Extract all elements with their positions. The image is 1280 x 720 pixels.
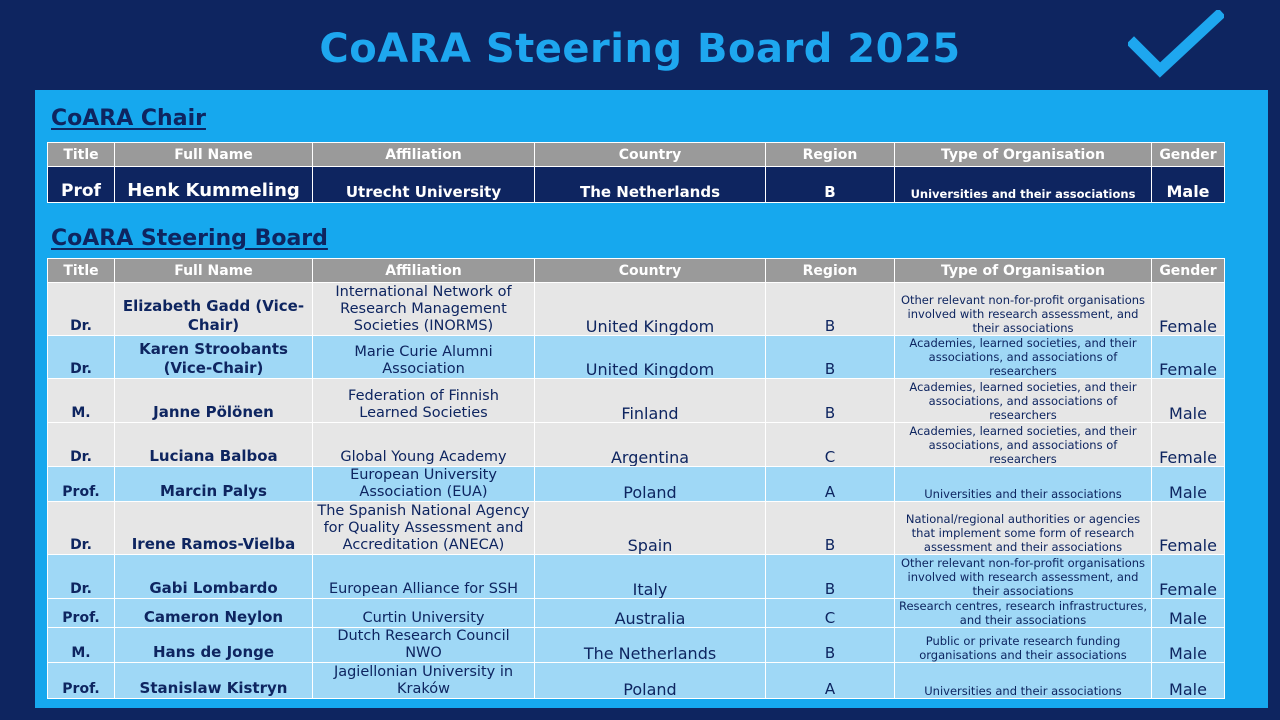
member-org-type: National/regional authorities or agencies that implement some form of research assessment and their associations xyxy=(895,502,1152,555)
member-country: Poland xyxy=(535,663,766,699)
member-gender: Female xyxy=(1152,336,1225,379)
member-country: Italy xyxy=(535,555,766,599)
column-header-type: Type of Organisation xyxy=(895,143,1152,167)
member-name: Janne Pölönen xyxy=(115,379,313,423)
board-header-row xyxy=(48,259,1225,283)
table-row xyxy=(48,283,1225,336)
chair-heading: CoARA Chair xyxy=(51,106,206,131)
member-gender: Female xyxy=(1152,423,1225,467)
column-header-region: Region xyxy=(766,143,895,167)
member-org-type: Academies, learned societies, and their associations, and associations of researchers xyxy=(895,423,1152,467)
member-country: Spain xyxy=(535,502,766,555)
page-title: CoARA Steering Board 2025 xyxy=(319,26,961,72)
table-row xyxy=(48,467,1225,502)
column-header-gender: Gender xyxy=(1152,143,1225,167)
member-affiliation: Curtin University xyxy=(313,599,535,628)
member-name: Karen Stroobants (Vice-Chair) xyxy=(115,336,313,379)
member-gender: Female xyxy=(1152,555,1225,599)
member-region: B xyxy=(766,283,895,336)
chair-affiliation: Utrecht University xyxy=(313,167,535,203)
table-row xyxy=(48,336,1225,379)
member-affiliation: Dutch Research Council NWO xyxy=(313,628,535,663)
member-org-type: Academies, learned societies, and their associations, and associations of researchers xyxy=(895,336,1152,379)
column-header-title: Title xyxy=(48,259,115,283)
member-title: M. xyxy=(48,379,115,423)
member-country: Poland xyxy=(535,467,766,502)
member-name: Cameron Neylon xyxy=(115,599,313,628)
chair-name: Henk Kummeling xyxy=(115,167,313,203)
member-name: Hans de Jonge xyxy=(115,628,313,663)
column-header-name: Full Name xyxy=(115,259,313,283)
member-name: Gabi Lombardo xyxy=(115,555,313,599)
member-gender: Female xyxy=(1152,283,1225,336)
member-title: Dr. xyxy=(48,502,115,555)
chair-gender: Male xyxy=(1152,167,1225,203)
member-title: Prof. xyxy=(48,663,115,699)
column-header-affiliation: Affiliation xyxy=(313,259,535,283)
member-title: Prof. xyxy=(48,599,115,628)
member-country: Australia xyxy=(535,599,766,628)
member-country: United Kingdom xyxy=(535,283,766,336)
member-affiliation: Global Young Academy xyxy=(313,423,535,467)
table-row xyxy=(48,628,1225,663)
member-region: B xyxy=(766,555,895,599)
column-header-name: Full Name xyxy=(115,143,313,167)
member-gender: Male xyxy=(1152,599,1225,628)
member-affiliation: International Network of Research Management Societies (INORMS) xyxy=(313,283,535,336)
member-country: Argentina xyxy=(535,423,766,467)
member-country: Finland xyxy=(535,379,766,423)
member-org-type: Academies, learned societies, and their associations, and associations of researchers xyxy=(895,379,1152,423)
member-region: B xyxy=(766,628,895,663)
column-header-gender: Gender xyxy=(1152,259,1225,283)
table-row xyxy=(48,555,1225,599)
member-name: Stanislaw Kistryn xyxy=(115,663,313,699)
member-affiliation: European Alliance for SSH xyxy=(313,555,535,599)
member-title: Dr. xyxy=(48,555,115,599)
member-org-type: Research centres, research infrastructures, and their associations xyxy=(895,599,1152,628)
member-gender: Male xyxy=(1152,467,1225,502)
member-region: A xyxy=(766,467,895,502)
chair-table xyxy=(47,142,1225,203)
member-title: Prof. xyxy=(48,467,115,502)
chair-region: B xyxy=(766,167,895,203)
member-name: Elizabeth Gadd (Vice-Chair) xyxy=(115,283,313,336)
chair-header-row xyxy=(48,143,1225,167)
column-header-affiliation: Affiliation xyxy=(313,143,535,167)
member-title: Dr. xyxy=(48,336,115,379)
member-affiliation: Jagiellonian University in Kraków xyxy=(313,663,535,699)
column-header-country: Country xyxy=(535,143,766,167)
table-row xyxy=(48,423,1225,467)
member-org-type: Universities and their associations xyxy=(895,467,1152,502)
board-table xyxy=(47,258,1225,699)
column-header-type: Type of Organisation xyxy=(895,259,1152,283)
member-country: The Netherlands xyxy=(535,628,766,663)
member-org-type: Universities and their associations xyxy=(895,663,1152,699)
member-affiliation: European University Association (EUA) xyxy=(313,467,535,502)
member-title: M. xyxy=(48,628,115,663)
member-name: Irene Ramos-Vielba xyxy=(115,502,313,555)
member-gender: Male xyxy=(1152,628,1225,663)
member-region: B xyxy=(766,502,895,555)
member-region: C xyxy=(766,599,895,628)
member-org-type: Public or private research funding organisations and their associations xyxy=(895,628,1152,663)
member-region: B xyxy=(766,336,895,379)
member-name: Luciana Balboa xyxy=(115,423,313,467)
member-org-type: Other relevant non-for-profit organisations involved with research assessment, and their associations xyxy=(895,555,1152,599)
chair-row xyxy=(48,167,1225,203)
member-gender: Male xyxy=(1152,663,1225,699)
member-affiliation: Federation of Finnish Learned Societies xyxy=(313,379,535,423)
column-header-country: Country xyxy=(535,259,766,283)
member-title: Dr. xyxy=(48,283,115,336)
member-region: B xyxy=(766,379,895,423)
table-row xyxy=(48,379,1225,423)
checkmark-icon xyxy=(1128,10,1224,80)
member-country: United Kingdom xyxy=(535,336,766,379)
chair-title: Prof xyxy=(48,167,115,203)
member-affiliation: The Spanish National Agency for Quality Assessment and Accreditation (ANECA) xyxy=(313,502,535,555)
member-affiliation: Marie Curie Alumni Association xyxy=(313,336,535,379)
table-row xyxy=(48,599,1225,628)
table-row xyxy=(48,663,1225,699)
chair-type: Universities and their associations xyxy=(895,167,1152,203)
table-row xyxy=(48,502,1225,555)
board-heading: CoARA Steering Board xyxy=(51,226,328,251)
member-region: C xyxy=(766,423,895,467)
member-gender: Male xyxy=(1152,379,1225,423)
column-header-title: Title xyxy=(48,143,115,167)
member-gender: Female xyxy=(1152,502,1225,555)
column-header-region: Region xyxy=(766,259,895,283)
member-region: A xyxy=(766,663,895,699)
member-org-type: Other relevant non-for-profit organisations involved with research assessment, and their associations xyxy=(895,283,1152,336)
chair-country: The Netherlands xyxy=(535,167,766,203)
member-name: Marcin Palys xyxy=(115,467,313,502)
member-title: Dr. xyxy=(48,423,115,467)
